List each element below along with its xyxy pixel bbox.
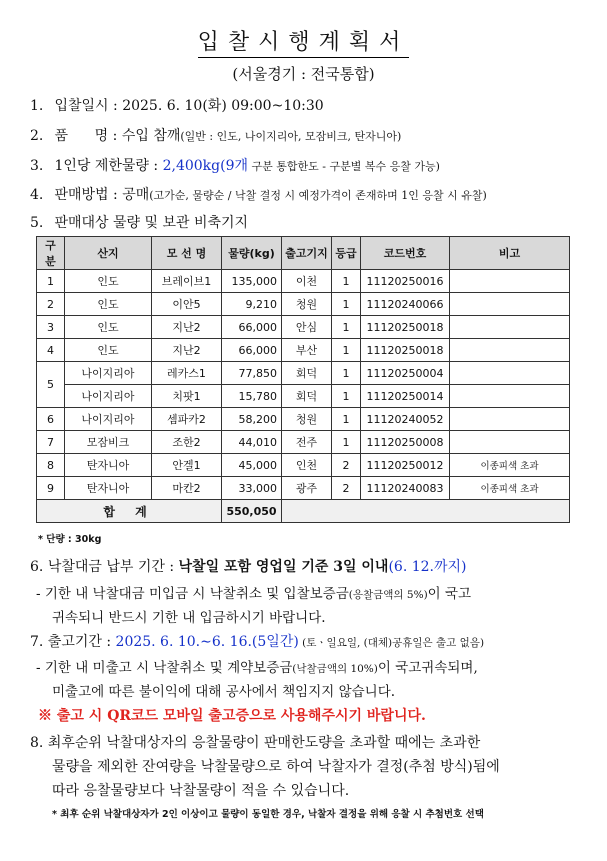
cell-code: 11120240083 [361, 477, 450, 500]
cell-no: 6 [37, 408, 65, 431]
header-qty: 물량(kg) [222, 237, 282, 270]
total-qty: 550,050 [222, 500, 282, 523]
cell-grade: 1 [332, 408, 361, 431]
cell-note [450, 270, 570, 293]
cell-note: 이종피색 초과 [450, 454, 570, 477]
cell-qty: 135,000 [222, 270, 282, 293]
cell-depot: 전주 [282, 431, 332, 454]
cell-origin: 탄자니아 [65, 477, 152, 500]
cell-depot: 안심 [282, 316, 332, 339]
table-row [37, 431, 570, 454]
cell-note [450, 293, 570, 316]
final-bidder-line1: 8. 최후순위 낙찰대상자의 응찰물량이 판매한도량을 초과할 때에는 초과한 [30, 735, 481, 751]
cell-code: 11120250016 [361, 270, 450, 293]
table-row [37, 385, 570, 408]
cell-depot: 부산 [282, 339, 332, 362]
payment-period: 6. 낙찰대금 납부 기간 : 낙찰일 포함 영업일 기준 3일 이내(6. 12.까지) [30, 559, 467, 575]
cell-origin: 인도 [65, 293, 152, 316]
header-depot: 출고기지 [282, 237, 332, 270]
cell-no: 3 [37, 316, 65, 339]
release-period: 7. 출고기간 : 2025. 6. 10.∼6. 16.(5일간) (토ㆍ일요일, (대체)공휴일은 출고 없음) [30, 634, 485, 650]
footnote: * 최후 순위 낙찰대상자가 2인 이상이고 물량이 동일한 경우, 낙찰자 결정을 위해 응찰 시 추첨번호 선택 [52, 809, 484, 820]
cell-note [450, 339, 570, 362]
cell-code: 11120240052 [361, 408, 450, 431]
cell-code: 11120250018 [361, 316, 450, 339]
cell-ship: 브레이브1 [152, 270, 222, 293]
table-row [37, 316, 570, 339]
cell-grade: 2 [332, 477, 361, 500]
cell-depot: 회덕 [282, 362, 332, 385]
table-row [37, 362, 570, 385]
cell-code: 11120250008 [361, 431, 450, 454]
cell-ship: 조한2 [152, 431, 222, 454]
cell-origin: 인도 [65, 339, 152, 362]
cell-depot: 광주 [282, 477, 332, 500]
document-subtitle: (서울경기 : 전국통합) [232, 65, 375, 83]
item-name: 2. 품 명 : 수입 참깨(일반 : 인도, 나이지리아, 모잠비크, 탄자니아) [30, 128, 402, 144]
cell-qty: 58,200 [222, 408, 282, 431]
cell-origin: 인도 [65, 270, 152, 293]
cell-no: 9 [37, 477, 65, 500]
cell-no: 8 [37, 454, 65, 477]
cell-grade: 1 [332, 339, 361, 362]
cell-ship: 레카스1 [152, 362, 222, 385]
cell-ship: 이안5 [152, 293, 222, 316]
cell-no: 5 [37, 362, 65, 408]
cell-origin: 모잠비크 [65, 431, 152, 454]
cell-origin: 나이지리아 [65, 385, 152, 408]
cell-qty: 9,210 [222, 293, 282, 316]
cell-origin: 인도 [65, 316, 152, 339]
cell-depot: 이천 [282, 270, 332, 293]
cell-code: 11120250004 [361, 362, 450, 385]
table-row [37, 270, 570, 293]
cell-code: 11120240066 [361, 293, 450, 316]
cell-note [450, 385, 570, 408]
cell-qty: 77,850 [222, 362, 282, 385]
cell-ship: 지난2 [152, 339, 222, 362]
cell-grade: 1 [332, 316, 361, 339]
total-empty [282, 500, 570, 523]
cell-note [450, 408, 570, 431]
cell-code: 11120250014 [361, 385, 450, 408]
header-grade: 등급 [332, 237, 361, 270]
cell-grade: 1 [332, 270, 361, 293]
cell-ship: 셈파카2 [152, 408, 222, 431]
unit-note: * 단량 : 30kg [38, 534, 102, 545]
sale-target-table [36, 236, 570, 523]
final-bidder-line2: 물량을 제외한 잔여량을 낙찰물량으로 하여 낙찰자가 결정(추첨 방식)됨에 [52, 759, 500, 775]
cell-grade: 1 [332, 293, 361, 316]
sale-target-heading: 5. 판매대상 물량 및 보관 비축기지 [30, 215, 249, 231]
header-origin: 산지 [65, 237, 152, 270]
table-row [37, 339, 570, 362]
cell-qty: 33,000 [222, 477, 282, 500]
qr-notice: ※ 출고 시 QR코드 모바일 출고증으로 사용해주시기 바랍니다. [38, 708, 426, 724]
cell-grade: 1 [332, 385, 361, 408]
cell-qty: 44,010 [222, 431, 282, 454]
cell-qty: 66,000 [222, 316, 282, 339]
bid-datetime: 1. 입찰일시 : 2025. 6. 10(화) 09:00~10:30 [30, 98, 324, 114]
cell-no: 4 [37, 339, 65, 362]
release-warning-line2: 미출고에 따른 불이익에 대해 공사에서 책임지지 않습니다. [52, 684, 396, 700]
cell-grade: 2 [332, 454, 361, 477]
table-row [37, 454, 570, 477]
header-no: 구분 [37, 237, 65, 270]
cell-note: 이종피색 초과 [450, 477, 570, 500]
cell-origin: 나이지리아 [65, 408, 152, 431]
sale-method: 4. 판매방법 : 공매(고가순, 물량순 / 낙찰 결정 시 예정가격이 존재하며 1인 응찰 시 유찰) [30, 187, 487, 203]
cell-code: 11120250018 [361, 339, 450, 362]
cell-note [450, 316, 570, 339]
cell-note [450, 431, 570, 454]
header-code: 코드번호 [361, 237, 450, 270]
cell-grade: 1 [332, 431, 361, 454]
table-total-row [37, 500, 570, 523]
cell-ship: 지난2 [152, 316, 222, 339]
table-row [37, 477, 570, 500]
cell-depot: 청원 [282, 408, 332, 431]
cell-no: 7 [37, 431, 65, 454]
document-title: 입찰시행계획서 [0, 25, 607, 56]
table-row [37, 293, 570, 316]
cell-no: 2 [37, 293, 65, 316]
payment-warning-line2: 귀속되니 반드시 기한 내 입금하시기 바랍니다. [52, 610, 326, 626]
cell-no: 1 [37, 270, 65, 293]
table-row [37, 408, 570, 431]
per-person-limit: 3. 1인당 제한물량 : 2,400kg(9개 구분 통합한도 - 구분별 복수 응찰 가능) [30, 158, 440, 174]
total-label: 합 계 [37, 500, 222, 523]
cell-origin: 나이지리아 [65, 362, 152, 385]
payment-warning-line1: - 기한 내 낙찰대금 미입금 시 낙찰취소 및 입찰보증금(응찰금액의 5%)이 국고 [36, 586, 472, 602]
cell-qty: 15,780 [222, 385, 282, 408]
cell-ship: 치팟1 [152, 385, 222, 408]
header-note: 비고 [450, 237, 570, 270]
cell-code: 11120250012 [361, 454, 450, 477]
cell-origin: 탄자니아 [65, 454, 152, 477]
table-header-row [37, 237, 570, 270]
cell-note [450, 362, 570, 385]
cell-depot: 회덕 [282, 385, 332, 408]
cell-depot: 인천 [282, 454, 332, 477]
cell-ship: 마칸2 [152, 477, 222, 500]
release-warning-line1: - 기한 내 미출고 시 낙찰취소 및 계약보증금(낙찰금액의 10%)이 국고귀속되며, [36, 660, 478, 676]
cell-grade: 1 [332, 362, 361, 385]
final-bidder-line3: 따라 응찰물량보다 낙찰물량이 적을 수 있습니다. [52, 783, 350, 799]
header-ship: 모 선 명 [152, 237, 222, 270]
cell-depot: 청원 [282, 293, 332, 316]
cell-ship: 안겔1 [152, 454, 222, 477]
cell-qty: 45,000 [222, 454, 282, 477]
cell-qty: 66,000 [222, 339, 282, 362]
